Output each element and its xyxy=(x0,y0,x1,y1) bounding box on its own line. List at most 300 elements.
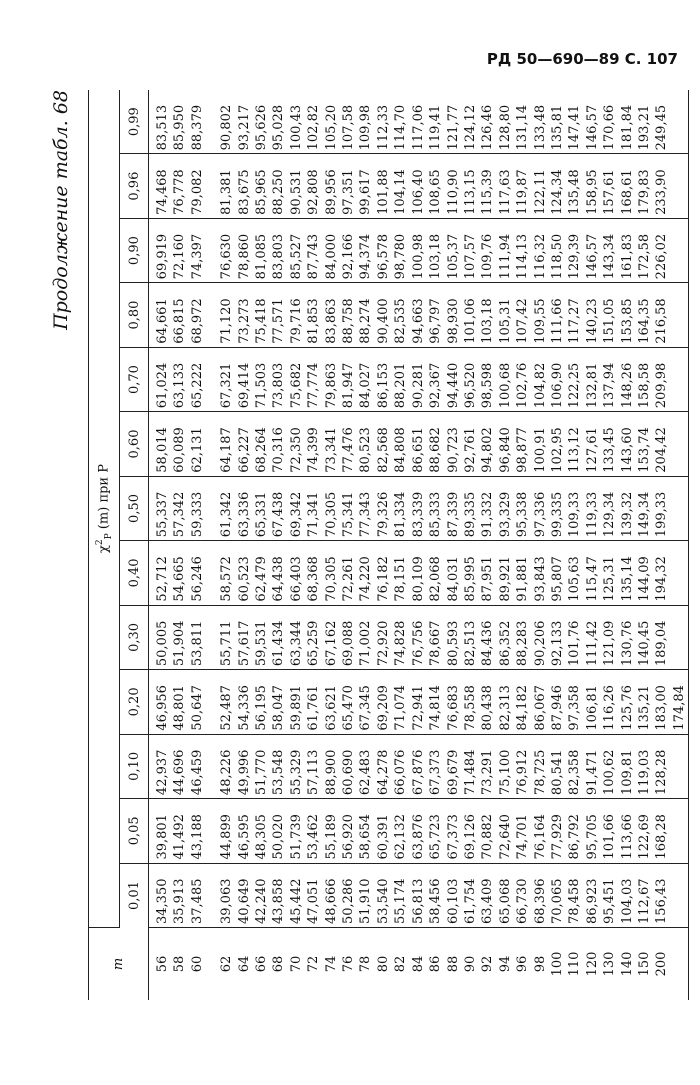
chi-value: 129,39 xyxy=(566,218,583,282)
chi-value: 56,195 xyxy=(253,670,270,734)
chi-value: 66,815 xyxy=(171,283,188,347)
chi-value: 183,00 xyxy=(653,670,670,734)
chi-value: 74,399 xyxy=(305,412,322,476)
chi-value: 226,02 xyxy=(653,218,670,282)
column-header: 0,60 xyxy=(120,412,149,476)
chi-value: 139,32 xyxy=(619,476,636,540)
chi-value: 70,065 xyxy=(549,863,566,927)
chi-value: 135,48 xyxy=(566,154,583,218)
column-header: 0,05 xyxy=(120,799,149,863)
chi-symbol: χ xyxy=(95,545,111,553)
table-row xyxy=(619,90,636,1000)
chi-value: 58,654 xyxy=(357,799,374,863)
chi-value: 106,40 xyxy=(410,154,427,218)
chi-value: 71,120 xyxy=(218,283,235,347)
chi-value: 74,814 xyxy=(427,670,444,734)
chi-value: 69,342 xyxy=(288,476,305,540)
chi-value: 50,286 xyxy=(340,863,357,927)
chi-value: 78,667 xyxy=(427,605,444,669)
chi-value: 71,484 xyxy=(462,734,479,798)
chi-value: 64,187 xyxy=(218,412,235,476)
chi-value: 79,863 xyxy=(323,347,340,411)
chi-value: 133,45 xyxy=(601,412,618,476)
chi-value: 125,76 xyxy=(619,670,636,734)
table-row xyxy=(549,90,566,1000)
chi-value: 65,222 xyxy=(189,347,206,411)
m-value: 120 xyxy=(584,951,600,977)
m-value: 86 xyxy=(428,955,444,973)
table-row xyxy=(410,90,427,1000)
column-header: 0,01 xyxy=(120,863,149,927)
column-header: 0,96 xyxy=(120,154,149,218)
chi-value: 118,50 xyxy=(549,218,566,282)
group-header xyxy=(89,90,120,928)
chi-value: 62,131 xyxy=(189,412,206,476)
chi-value: 67,162 xyxy=(323,605,340,669)
chi-value: 61,761 xyxy=(305,670,322,734)
chi-value: 77,476 xyxy=(340,412,357,476)
chi-value: 109,98 xyxy=(357,90,374,154)
m-value: 68 xyxy=(271,955,287,973)
chi-value: 90,281 xyxy=(410,347,427,411)
chi-value: 199,33 xyxy=(653,476,670,540)
table-body xyxy=(149,90,689,1000)
chi-value: 158,58 xyxy=(636,347,653,411)
chi-value: 61,342 xyxy=(218,476,235,540)
chi-value: 48,305 xyxy=(253,799,270,863)
chi-value: 96,840 xyxy=(497,412,514,476)
chi-value: 109,33 xyxy=(566,476,583,540)
chi-value: 85,527 xyxy=(288,218,305,282)
chi-value: 51,770 xyxy=(253,734,270,798)
chi-value: 71,074 xyxy=(392,670,409,734)
chi-value: 110,90 xyxy=(445,154,462,218)
chi-value: 65,331 xyxy=(253,476,270,540)
chi-value: 67,373 xyxy=(427,734,444,798)
chi-value: 99,617 xyxy=(357,154,374,218)
chi-value: 76,182 xyxy=(375,541,392,605)
chi-value: 63,344 xyxy=(288,605,305,669)
gap-cell xyxy=(206,734,218,798)
chi-value: 53,548 xyxy=(270,734,287,798)
chi-value: 52,712 xyxy=(149,541,172,605)
chi-value: 76,778 xyxy=(171,154,188,218)
chi-value: 83,803 xyxy=(270,218,287,282)
chi-value: 77,343 xyxy=(357,476,374,540)
chi-value: 80,523 xyxy=(357,412,374,476)
chi-value: 90,802 xyxy=(218,90,235,154)
chi-value: 60,103 xyxy=(445,863,462,927)
chi-value: 117,63 xyxy=(497,154,514,218)
table-row xyxy=(392,90,409,1000)
chi-value: 122,11 xyxy=(532,154,549,218)
chi-value: 56,813 xyxy=(410,863,427,927)
chi-value: 55,337 xyxy=(149,476,172,540)
gap-cell xyxy=(206,283,218,347)
chi-value: 132,81 xyxy=(584,347,601,411)
chi-value: 114,13 xyxy=(514,218,531,282)
chi-value: 216,58 xyxy=(653,283,670,347)
chi-value: 86,923 xyxy=(584,863,601,927)
chi-value: 249,45 xyxy=(653,90,670,154)
m-value: 84 xyxy=(410,955,426,973)
chi-value: 61,754 xyxy=(462,863,479,927)
chi-value: 74,468 xyxy=(149,154,172,218)
table-row xyxy=(305,90,322,1000)
chi-value: 62,479 xyxy=(253,541,270,605)
chi-value: 193,21 xyxy=(636,90,653,154)
chi-value: 148,26 xyxy=(619,347,636,411)
table-row xyxy=(270,90,287,1000)
chi-value: 102,95 xyxy=(549,412,566,476)
chi-value: 98,930 xyxy=(445,283,462,347)
chi-value: 83,675 xyxy=(236,154,253,218)
chi-value: 74,828 xyxy=(392,605,409,669)
chi-value: 65,068 xyxy=(497,863,514,927)
m-value: 62 xyxy=(219,955,235,973)
chi-value: 66,730 xyxy=(514,863,531,927)
chi-value: 37,485 xyxy=(189,863,206,927)
column-header: 0,90 xyxy=(120,218,149,282)
chi-value: 46,956 xyxy=(149,670,172,734)
chi-value: 59,333 xyxy=(189,476,206,540)
chi-value: 86,153 xyxy=(375,347,392,411)
chi-value: 111,42 xyxy=(584,605,601,669)
chi-value: 93,329 xyxy=(497,476,514,540)
chi-value: 54,665 xyxy=(171,541,188,605)
chi-value: 96,520 xyxy=(462,347,479,411)
chi-value: 101,66 xyxy=(601,799,618,863)
chi-value: 66,403 xyxy=(288,541,305,605)
chi-value: 71,503 xyxy=(253,347,270,411)
chi-value: 117,27 xyxy=(566,283,583,347)
chi-value: 39,801 xyxy=(149,799,172,863)
chi-value: 51,904 xyxy=(171,605,188,669)
table-row xyxy=(357,90,374,1000)
chi-value: 113,66 xyxy=(619,799,636,863)
table-row xyxy=(566,90,583,1000)
chi-value: 56,246 xyxy=(189,541,206,605)
chi-value: 106,81 xyxy=(584,670,601,734)
gap-cell xyxy=(206,799,218,863)
chi-value: 107,42 xyxy=(514,283,531,347)
chi-value: 101,06 xyxy=(462,283,479,347)
m-value: 150 xyxy=(636,951,652,977)
table-row xyxy=(218,90,235,1000)
chi-value: 88,274 xyxy=(357,283,374,347)
chi-value: 66,076 xyxy=(392,734,409,798)
chi-value: 105,37 xyxy=(445,218,462,282)
chi-value: 129,34 xyxy=(601,476,618,540)
chi-value: 72,941 xyxy=(410,670,427,734)
chi-value: 88,379 xyxy=(189,90,206,154)
chi-value: 143,34 xyxy=(601,218,618,282)
chi-value: 74,397 xyxy=(189,218,206,282)
chi-value: 98,780 xyxy=(392,218,409,282)
gap-cell xyxy=(206,541,218,605)
chi-value: 42,240 xyxy=(253,863,270,927)
chi-value: 100,62 xyxy=(601,734,618,798)
chi-value: 103,18 xyxy=(479,283,496,347)
chi-value: 99,335 xyxy=(549,476,566,540)
m-value: 58 xyxy=(172,955,188,973)
gap-cell xyxy=(206,928,218,1001)
chi-value: 49,996 xyxy=(236,734,253,798)
chi-value xyxy=(671,412,689,476)
table-row xyxy=(532,90,549,1000)
gap-cell xyxy=(206,605,218,669)
chi-value: 112,67 xyxy=(636,863,653,927)
chi-value: 86,352 xyxy=(497,605,514,669)
chi-value: 70,305 xyxy=(323,541,340,605)
chi-value: 81,381 xyxy=(218,154,235,218)
chi-value: 64,661 xyxy=(149,283,172,347)
column-header: 0,20 xyxy=(120,670,149,734)
chi-value: 71,002 xyxy=(357,605,374,669)
chi-value: 34,350 xyxy=(149,863,172,927)
table-row xyxy=(171,90,188,1000)
chi-value: 80,109 xyxy=(410,541,427,605)
m-value: 70 xyxy=(288,955,304,973)
chi-value: 89,956 xyxy=(323,154,340,218)
chi-value: 97,351 xyxy=(340,154,357,218)
chi-value xyxy=(671,154,689,218)
chi-value: 64,438 xyxy=(270,541,287,605)
chi-value: 91,881 xyxy=(514,541,531,605)
chi-value: 87,743 xyxy=(305,218,322,282)
chi-value: 105,31 xyxy=(497,283,514,347)
chi-value: 72,640 xyxy=(497,799,514,863)
chi-value: 151,05 xyxy=(601,283,618,347)
chi-value: 103,18 xyxy=(427,218,444,282)
chi-value: 56,920 xyxy=(340,799,357,863)
chi-value: 161,83 xyxy=(619,218,636,282)
chi-value: 88,201 xyxy=(392,347,409,411)
chi-value: 119,03 xyxy=(636,734,653,798)
chi-value: 116,26 xyxy=(601,670,618,734)
chi-value: 90,400 xyxy=(375,283,392,347)
chi-value: 170,66 xyxy=(601,90,618,154)
chi-value: 121,77 xyxy=(445,90,462,154)
chi-value: 87,339 xyxy=(445,476,462,540)
chi-value: 84,027 xyxy=(357,347,374,411)
chi-value: 47,051 xyxy=(305,863,322,927)
chi-value: 94,802 xyxy=(479,412,496,476)
chi-value: 83,339 xyxy=(410,476,427,540)
table-head xyxy=(89,90,149,1000)
chi-value: 133,48 xyxy=(532,90,549,154)
column-header: 0,50 xyxy=(120,476,149,540)
chi-value: 100,98 xyxy=(410,218,427,282)
chi-value: 78,860 xyxy=(236,218,253,282)
chi-value: 48,666 xyxy=(323,863,340,927)
chi-value: 95,807 xyxy=(549,541,566,605)
chi-value: 102,76 xyxy=(514,347,531,411)
chi-value: 149,34 xyxy=(636,476,653,540)
chi-value: 45,442 xyxy=(288,863,305,927)
chi-value: 57,342 xyxy=(171,476,188,540)
chi-value: 53,811 xyxy=(189,605,206,669)
chi-value: 68,972 xyxy=(189,283,206,347)
chi-value: 63,876 xyxy=(410,799,427,863)
m-value: 82 xyxy=(393,955,409,973)
chi-value: 44,696 xyxy=(171,734,188,798)
chi-value: 128,28 xyxy=(653,734,670,798)
chi-value: 143,60 xyxy=(619,412,636,476)
chi-value: 82,068 xyxy=(427,541,444,605)
chi-value: 82,313 xyxy=(497,670,514,734)
chi-value: 179,83 xyxy=(636,154,653,218)
chi-value: 77,774 xyxy=(305,347,322,411)
chi-value: 100,43 xyxy=(288,90,305,154)
chi-value: 107,58 xyxy=(340,90,357,154)
chi-value: 209,98 xyxy=(653,347,670,411)
chi-value: 78,458 xyxy=(566,863,583,927)
m-value: 98 xyxy=(532,955,548,973)
chi-value: 127,61 xyxy=(584,412,601,476)
gap-cell xyxy=(206,90,218,154)
chi-value: 88,682 xyxy=(427,412,444,476)
gap-cell xyxy=(206,670,218,734)
chi-value: 80,541 xyxy=(549,734,566,798)
m-value: 130 xyxy=(602,951,618,977)
m-value: 60 xyxy=(189,955,205,973)
chi-value: 58,047 xyxy=(270,670,287,734)
chi-value: 72,350 xyxy=(288,412,305,476)
chi-value: 81,334 xyxy=(392,476,409,540)
chi-value: 70,305 xyxy=(323,476,340,540)
chi-value: 82,513 xyxy=(462,605,479,669)
column-header: 0,70 xyxy=(120,347,149,411)
chi-value: 82,535 xyxy=(392,283,409,347)
chi-value: 76,683 xyxy=(445,670,462,734)
chi-value: 104,03 xyxy=(619,863,636,927)
chi-value: 77,571 xyxy=(270,283,287,347)
chi-value: 60,391 xyxy=(375,799,392,863)
chi-value: 93,843 xyxy=(532,541,549,605)
table-row xyxy=(375,90,392,1000)
chi-value: 100,68 xyxy=(497,347,514,411)
m-value: 92 xyxy=(480,955,496,973)
m-value: 140 xyxy=(619,951,635,977)
chi-value: 67,373 xyxy=(445,799,462,863)
chi-value xyxy=(671,347,689,411)
column-header: 0,30 xyxy=(120,605,149,669)
chi-value: 73,291 xyxy=(479,734,496,798)
chi-value: 67,345 xyxy=(357,670,374,734)
chi-value xyxy=(671,605,689,669)
chi-value: 147,41 xyxy=(566,90,583,154)
chi-value: 101,88 xyxy=(375,154,392,218)
m-value: 74 xyxy=(323,955,339,973)
chi-value: 91,332 xyxy=(479,476,496,540)
chi-value: 88,250 xyxy=(270,154,287,218)
chi-value: 60,690 xyxy=(340,734,357,798)
chi-value: 104,82 xyxy=(532,347,549,411)
table-row xyxy=(149,90,172,1000)
chi-value: 146,57 xyxy=(584,218,601,282)
chi-value: 153,74 xyxy=(636,412,653,476)
chi-value: 95,338 xyxy=(514,476,531,540)
chi-value: 79,326 xyxy=(375,476,392,540)
chi-value: 85,995 xyxy=(462,541,479,605)
table-row xyxy=(288,90,305,1000)
chi-subscript: P xyxy=(103,533,114,540)
chi-value: 174,84 xyxy=(671,670,689,734)
chi-value: 189,04 xyxy=(653,605,670,669)
chi-value: 73,341 xyxy=(323,412,340,476)
chi-value: 105,20 xyxy=(323,90,340,154)
chi-value: 81,853 xyxy=(305,283,322,347)
chi-value: 91,471 xyxy=(584,734,601,798)
chi-value: 84,031 xyxy=(445,541,462,605)
column-header: 0,40 xyxy=(120,541,149,605)
chi-value: 61,434 xyxy=(270,605,287,669)
chi-value: 181,84 xyxy=(619,90,636,154)
chi-value: 112,33 xyxy=(375,90,392,154)
chi-value: 117,06 xyxy=(410,90,427,154)
chi-value: 58,456 xyxy=(427,863,444,927)
chi-value: 80,593 xyxy=(445,605,462,669)
chi-value: 81,947 xyxy=(340,347,357,411)
chi-value: 108,65 xyxy=(427,154,444,218)
chi-value: 146,57 xyxy=(584,90,601,154)
chi-value: 63,621 xyxy=(323,670,340,734)
chi-value: 96,578 xyxy=(375,218,392,282)
chi-value: 60,089 xyxy=(171,412,188,476)
chi-value: 69,919 xyxy=(149,218,172,282)
chi-value: 39,063 xyxy=(218,863,235,927)
chi-value: 116,32 xyxy=(532,218,549,282)
column-header-row xyxy=(120,90,149,1000)
chi-value: 69,414 xyxy=(236,347,253,411)
chi-value: 124,12 xyxy=(462,90,479,154)
m-value: 110 xyxy=(567,951,583,977)
chi-value: 115,39 xyxy=(479,154,496,218)
chi-value: 78,151 xyxy=(392,541,409,605)
chi-value: 140,45 xyxy=(636,605,653,669)
chi-value: 87,946 xyxy=(549,670,566,734)
chi-value: 90,531 xyxy=(288,154,305,218)
chi-square-table xyxy=(88,90,689,1000)
chi-value: 94,663 xyxy=(410,283,427,347)
chi-value: 128,80 xyxy=(497,90,514,154)
chi-value: 104,14 xyxy=(392,154,409,218)
chi-value: 55,189 xyxy=(323,799,340,863)
chi-value: 137,94 xyxy=(601,347,618,411)
chi-value: 50,020 xyxy=(270,799,287,863)
chi-value: 109,76 xyxy=(479,218,496,282)
chi-value: 92,808 xyxy=(305,154,322,218)
chi-value: 105,63 xyxy=(566,541,583,605)
chi-value: 79,082 xyxy=(189,154,206,218)
chi-value: 86,651 xyxy=(410,412,427,476)
chi-value: 74,701 xyxy=(514,799,531,863)
chi-value: 41,492 xyxy=(171,799,188,863)
chi-value: 58,572 xyxy=(218,541,235,605)
chi-value: 82,358 xyxy=(566,734,583,798)
column-header: 0,99 xyxy=(120,90,149,154)
chi-value: 52,487 xyxy=(218,670,235,734)
chi-value: 90,723 xyxy=(445,412,462,476)
chi-value: 106,90 xyxy=(549,347,566,411)
chi-value: 74,220 xyxy=(357,541,374,605)
gap-cell xyxy=(206,476,218,540)
chi-value: 233,90 xyxy=(653,154,670,218)
chi-value: 53,462 xyxy=(305,799,322,863)
chi-value: 59,531 xyxy=(253,605,270,669)
chi-value: 92,166 xyxy=(340,218,357,282)
